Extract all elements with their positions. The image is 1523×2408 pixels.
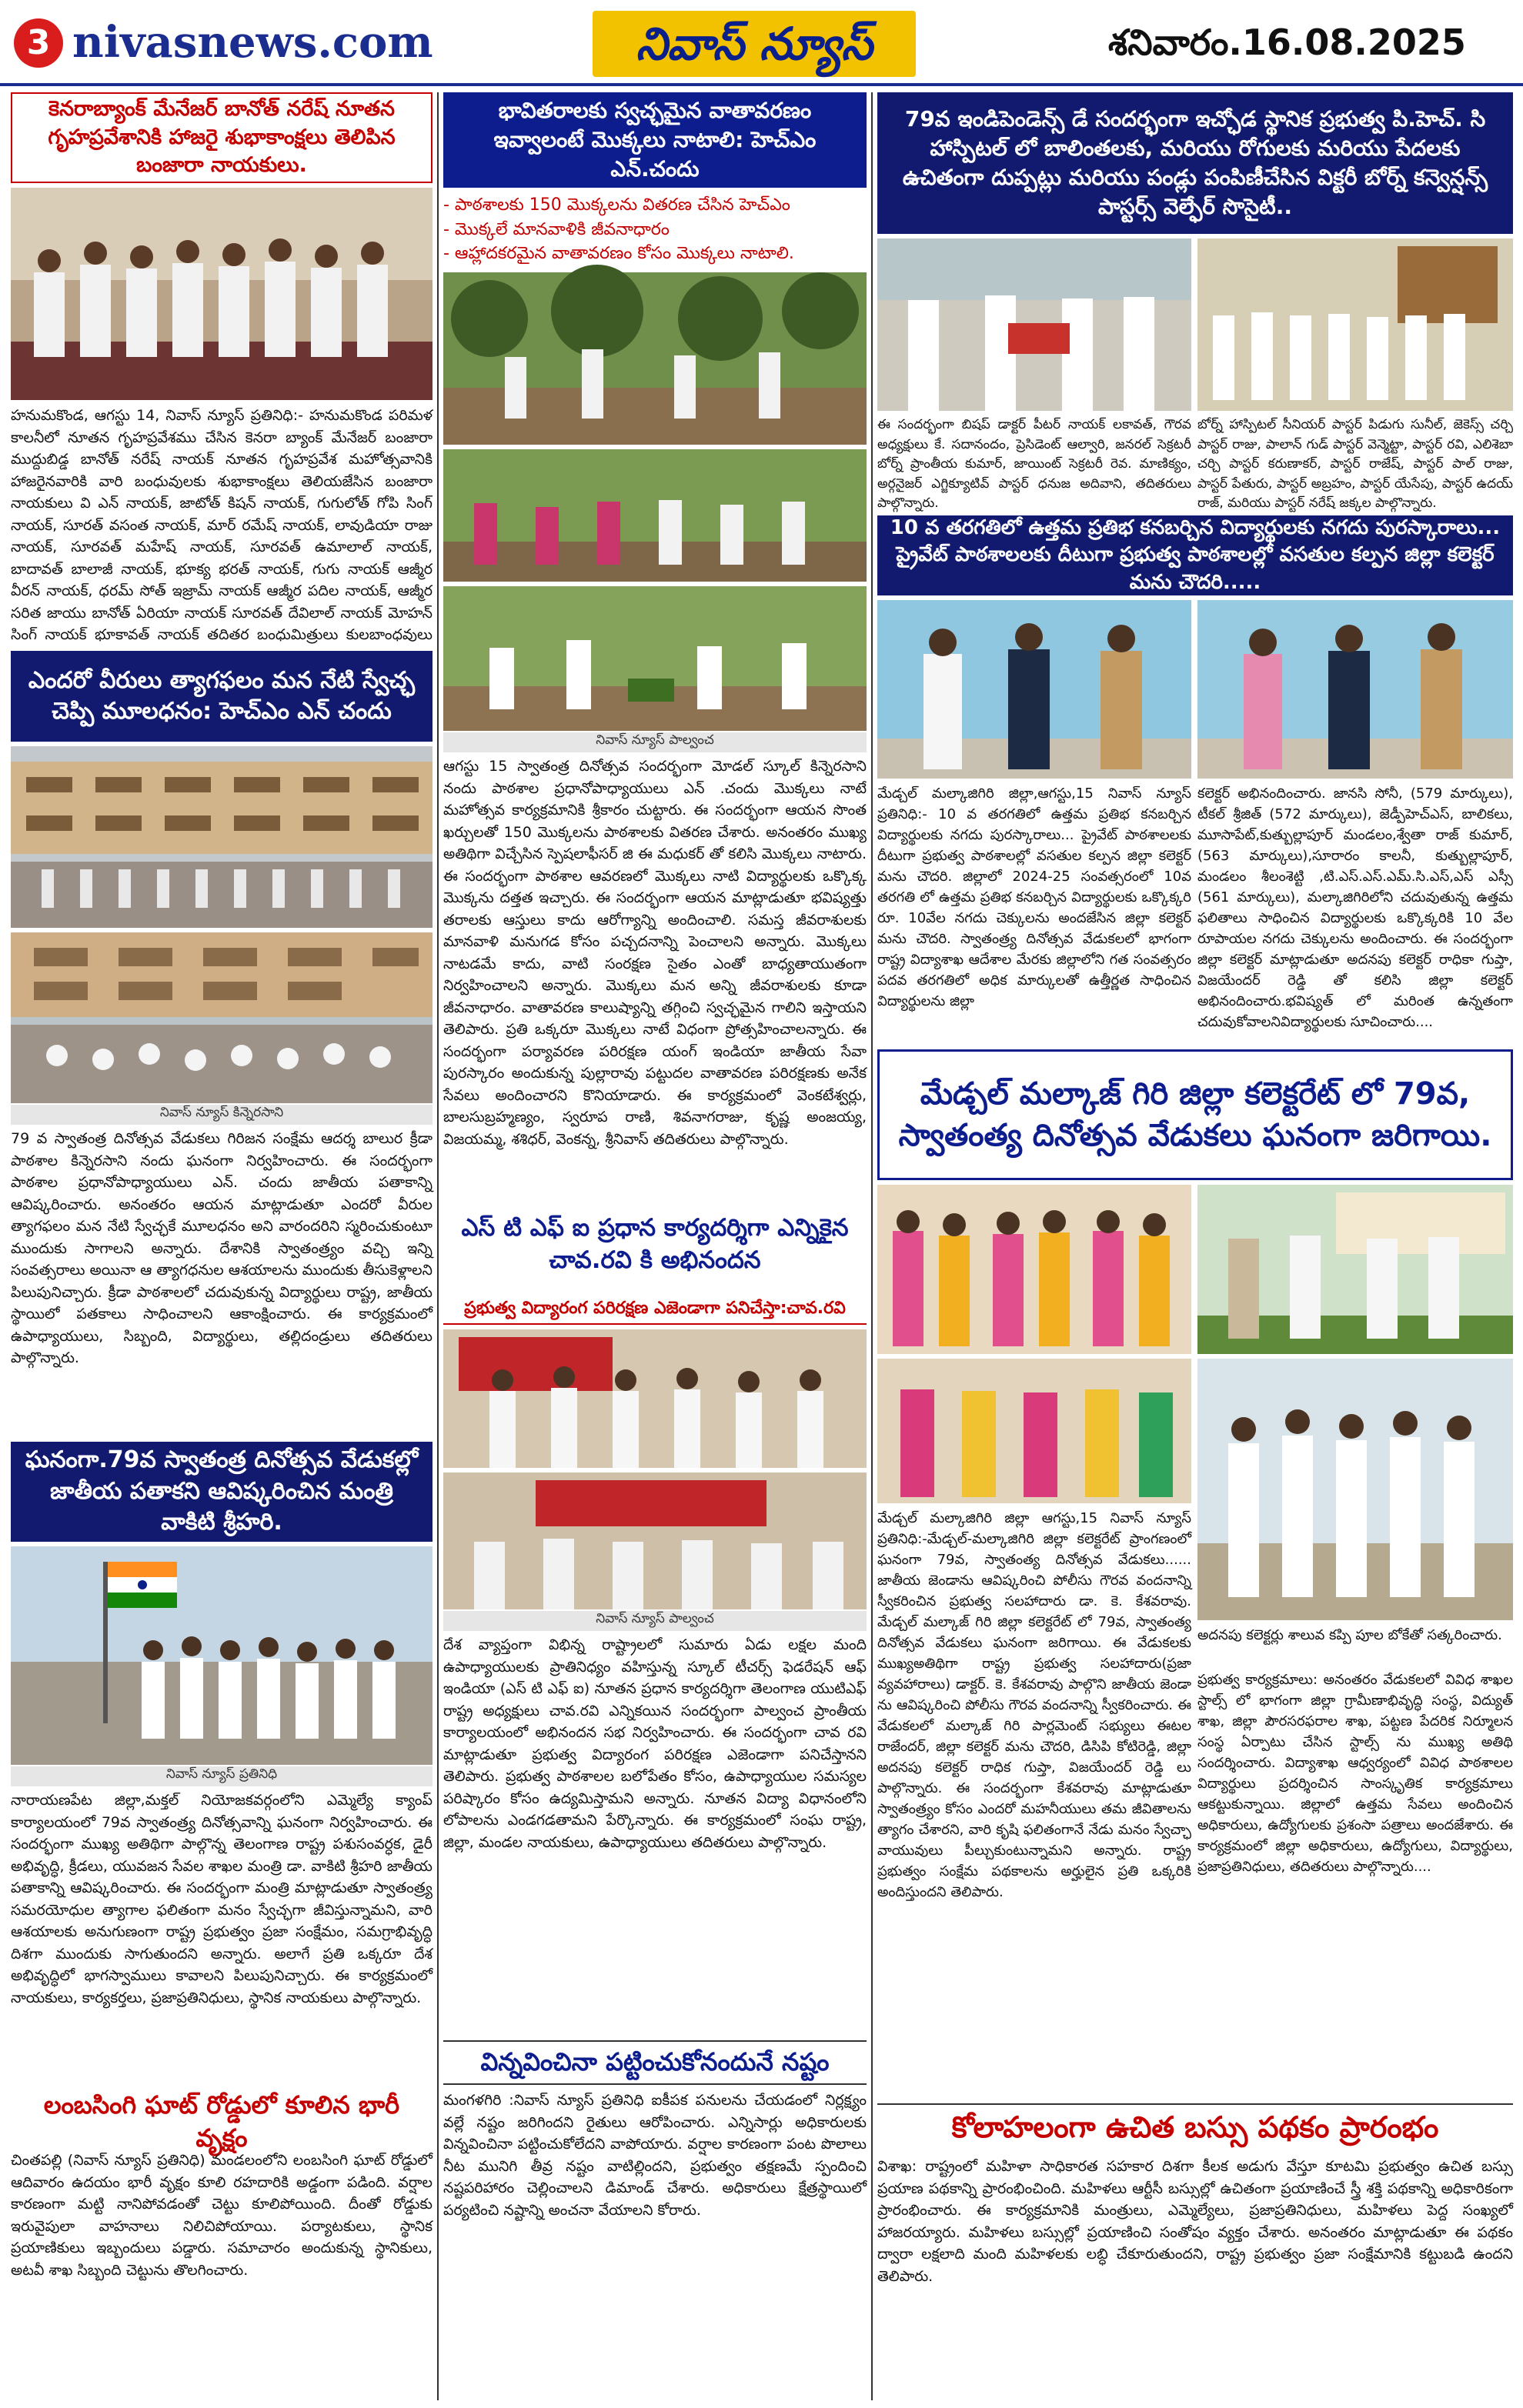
article-body: చింతపల్లి (నివాస్ న్యూస్ ప్రతినిధి) మండలంలోని లంబసింగి ఘాట్ రోడ్డులో ఆదివారం ఉదయం భారీ వృక్షం కూలి రహదారికి అడ్డంగా పడింది. వర్షాల కారణంగా మట్టి నానిపోవడంతో చెట్టు కూలిపోయింది. దీంతో రోడ్డుకు ఇరువైపులా వాహనాలు నిలిచిపోయాయి. పర్యాటకులు, స్థానిక ప్రయాణికులు ఇబ్బందులు పడ్డారు. సమాచారం అందుకున్న స్థానికులు, అటవీ శాఖ సిబ్బంది చెట్టును తొలగించారు. — [11, 2152, 433, 2279]
photo-collectorate-2 — [1197, 1185, 1513, 1354]
bullet-item: - ఆహ్లాదకరమైన వాతావరణం కోసం మొక్కలు నాటాలి. — [443, 244, 794, 264]
headline-banjara — [11, 92, 433, 183]
photo-plantation-1 — [443, 272, 867, 445]
headline-text: మేడ్చల్ మల్కాజ్ గిరి జిల్లా కలెక్టరేట్ లో 79వ, స్వాతంత్య దినోత్సవ వేడుకలు ఘనంగా జరిగాయి. — [898, 1076, 1492, 1153]
headline-text: ఎస్ టి ఎఫ్ ఐ ప్రధాన కార్యదర్శిగా ఎన్నికైన చావ.రవి కి అభినందన — [461, 1214, 849, 1274]
page-number: 3 — [14, 18, 63, 68]
article-body: 79 వ స్వాతంత్ర దినోత్సవ వేడుకలు గిరిజన సంక్షేమ ఆదర్శ బాలుర క్రీడా పాఠశాల కిన్నెరసాని నందు ఘనంగా నిర్వహించారు. ఈ సందర్భంగా పాఠశాల ప్రధానోపాధ్యాయులు ఎన్. చందు జాతీయ పతాకాన్ని ఆవిష్కరించారు. అనంతరం ఆయన మాట్లాడుతూ ఎందరో వీరుల త్యాగఫలం మన నేటి స్వేచ్ఛకే మూలధనం అని వారందరిని స్మరించుకుంటూ ముందుకు సాగాలని అన్నారు. దేశానికి స్వాతంత్ర్యం వచ్చి ఇన్ని సంవత్సరాలు అయినా ఆ త్యాగధనుల ఆశయాలను ముందుకు తీసుకెళ్లాలని పిలుపునిచ్చారు. క్రీడా పాఠశాలలో చదువుకున్న విద్యార్థులు రాష్ట్ర, జాతీయ స్థాయిలో పతకాలు సాధించాలని ఆకాంక్షించారు. ఈ కార్యక్రమంలో ఉపాధ్యాయులు, సిబ్బంది, విద్యార్థులు, తల్లిదండ్రులు తదితరులు పాల్గొన్నారు. — [11, 1130, 433, 1366]
photo-phc-1 — [877, 238, 1191, 411]
headline-student-awards — [877, 515, 1513, 595]
photo-caption: నివాస్ న్యూస్ పాల్వంచ — [443, 1611, 867, 1631]
article-body: మంగళగిరి :నివాస్ న్యూస్ ప్రతినిధి ఐకీపక పనులను చేయడంలో నిర్లక్ష్యం వల్లే నష్టం జరిగిందని రైతులు ఆరోపించారు. ఎన్నిసార్లు అధికారులకు విన్నవించినా పట్టించుకోలేదని వాపోయారు. వర్షాల కారణంగా పంట పొలాలు నీట మునిగి తీవ్ర నష్టం వాటిల్లిందని, ప్రభుత్వం తక్షణమే స్పందించి నష్టపరిహారం చెల్లించాలని డిమాండ్ చేశారు. అధికారులు క్షేత్రస్థాయిలో పర్యటించి నష్టాన్ని అంచనా వేయాలని కోరారు. — [443, 2092, 867, 2219]
article-body: బోర్న్ హాస్పిటల్ సీనియర్ పాస్టర్ పిడుగు సునీల్, జెకెస్స్ చర్చి పాస్టర్ రాజు, పాలాన్ గుడ్ పాస్టర్ వెన్మెట్టా, పాస్టర్ రవి, ఎలిశెబా చర్చి పాస్టర్ కరుణాకర్, పాస్టర్ రాజేష్, పాస్టర్ పాల్ రాజు, పాస్టర్ పేతురు, పాస్టర్ అబ్రహం, పాస్టర్ యేసేపు, పాస్టర్ ఉదయ్ రాజ్, మరియు పాస్టర్ నరేష్ జక్కల పాల్గొన్నారు. — [1197, 417, 1513, 511]
headline-text: 79వ ఇండిపెండెన్స్ డే సందర్భంగా ఇచ్ఛోడ స్థానిక ప్రభుత్వ పి.హెచ్. సి హాస్పిటల్ లో బాలింతలకు, మరియు రోగులకు మరియు పేదలకు ఉచితంగా దుప్పట్లు మరియు పండ్లు పంపిణీచేసిన విక్టరీ బోర్న్ కన్వెన్షన్స్ పాస్టర్స్ వెల్ఫేర్ సొసైటీ.. — [902, 106, 1488, 219]
issue-date: శనివారం.16.08.2025 — [1108, 22, 1466, 63]
column-divider — [871, 92, 873, 2400]
article-body: నారాయణపేట జిల్లా,మక్తల్ నియోజకవర్గంలోని ఎమ్మెల్యే క్యాంప్ కార్యాలయంలో 79వ స్వాతంత్ర్య దినోత్సవాన్ని ఘనంగా నిర్వహించారు. ఈ సందర్భంగా ముఖ్య అతిథిగా పాల్గొన్న తెలంగాణ రాష్ట్ర పశుసంవర్ధక, డైరీ అభివృద్ధి, క్రీడలు, యువజన సేవల శాఖల మంత్రి డా. వాకిటి శ్రీహరి జాతీయ పతాకాన్ని ఆవిష్కరించారు. ఈ సందర్భంగా మంత్రి మాట్లాడుతూ స్వాతంత్ర్య సమరయోధుల త్యాగాల ఫలితంగా మనం స్వేచ్ఛగా జీవిస్తున్నామని, వారి ఆశయాలకు అనుగుణంగా రాష్ట్ర ప్రభుత్వం ప్రజా సంక్షేమం, సమగ్రాభివృద్ధి దిశగా ముందుకు సాగుతుందని అన్నారు. అలాగే ప్రతి ఒక్కరూ దేశ అభివృద్ధిలో భాగస్వాములు కావాలని పిలుపునిచ్చారు. ఈ కార్యక్రమంలో నాయకులు, కార్యకర్తలు, ప్రజాప్రతినిధులు, స్థానిక నాయకులు పాల్గొన్నారు. — [11, 1792, 433, 2006]
headline-text: కెనరాబ్యాంక్ మేనేజర్ బానోత్ నరేష్ నూతన గృహప్రవేశానికి హాజరై శుభాకాంక్షలు తెలిపిన బంజారా నాయకులు. — [48, 97, 396, 178]
photo-school-assembly-1 — [11, 746, 433, 928]
headline-crop-loss — [443, 2040, 867, 2085]
headline-phc-donation — [877, 92, 1513, 234]
article-body: మేడ్చల్ మల్కాజిగిరి జిల్లా ఆగస్టు,15 నివాస్ న్యూస్ ప్రతినిధి:-మేడ్చల్-మల్కాజిగిరి జిల్లా కలెక్టరేట్ ప్రాంగణంలో ఘనంగా 79వ, స్వాతంత్య దినోత్సవ వేడుకలు...... జాతీయ జెండాను ఆవిష్కరించి పోలీసు గౌరవ వందనాన్ని స్వీకరించిన ప్రభుత్వ సలహాదారు డా. కె. కేశవరావు. మేడ్చల్ మల్కాజ్ గిరి జిల్లా కలెక్టరేట్ లో 79వ, స్వాతంత్య దినోత్సవ వేడుకలు ఘనంగా జరిగాయి. ఈ వేడుకలకు ముఖ్యఅతిథిగా రాష్ట్ర ప్రభుత్వ సలహాదారు(ప్రజా వ్యవహారాలు) డాక్టర్. కె. కేశవరావు పాల్గొని జాతీయ జెండా ను ఆవిష్కరించి పోలీసు గౌరవ వందనాన్ని స్వీకరించారు. ఈ వేడుకలలో మల్కాజ్ గిరి పార్లమెంట్ సభ్యులు ఈటల రాజేందర్, జిల్లా కలెక్టర్ మను చౌదరి, డిసిపి కోటిరెడ్డి, జిల్లా అదనపు కలెక్టర్ రాధిక గుప్తా, విజయేందర్ రెడ్డి లు పాల్గొన్నారు. ఈ సందర్భంగా కేశవరావు మాట్లాడుతూ స్వాతంత్ర్యం కోసం ఎందరో మహనీయులు తమ జీవితాలను త్యాగం చేశారని, వారి కృషి ఫలితంగానే నేడు మనం స్వేచ్ఛా వాయువులు పీల్చుకుంటున్నామని అన్నారు. రాష్ట్ర ప్రభుత్వం సంక్షేమ పథకాలను అర్హులైన ప్రతి ఒక్కరికి అందిస్తుందని తెలిపారు. — [877, 1510, 1191, 1900]
bullet-item: - పాఠశాలకు 150 మొక్కలను వితరణ చేసిన హెచ్ఎం — [443, 195, 790, 215]
bullet-list — [443, 192, 867, 269]
headline-text: లంబసింగి ఘాట్ రోడ్డులో కూలిన భారీ వృక్షం — [43, 2089, 400, 2153]
photo-collectorate-1 — [877, 1185, 1191, 1354]
photo-caption: నివాస్ న్యూస్ కిన్నెరసాని — [11, 1105, 433, 1125]
photo-felicitation-2 — [443, 1472, 867, 1609]
photo-housewarming — [11, 188, 433, 400]
article-body: హనుమకొండ, ఆగస్టు 14, నివాస్ న్యూస్ ప్రతినిధి:- హనుమకొండ పరిమళ కాలనీలో నూతన గృహప్రవేశము చేసిన కెనరా బ్యాంక్ మేనేజర్ బంజారా ముద్దుబిడ్డ బానోత్ నరేష్ నాయక్ నూతన గృహప్రవేశ మహోత్సవానికి హాజరైనవారికి వారి బంధువులకు శుభాకాంక్షలు తెలియజేసిన బంజారా నాయకులు వి ఎన్ నాయక్, జాటోత్ కిషన్ నాయక్, గుగులోత్ గోపి సింగ్ నాయక్, సూరత్ వసంత నాయక్, మార్ రమేష్ నాయక్, లావుడియా రాజు నాయక్, సూరవత్ మహేష్ నాయక్, సూరవత్ ఉమాలాల్ నాయక్, బాదావత్ బాలాజీ నాయక్, భూక్య భరత్ నాయక్, గుగు నాయక్ ఆజ్మీర వీరన్ నాయక్, ధరమ్ సోత్ ఇజ్రామ్ నాయక్ ఆజ్మీర పదిల నాయక్, ఆజ్మీర సరిత జాయు బానోత్ ఏరియా నాయక్ సూరవత్ దేవిలాల్ నాయక్ మోహన్ సింగ్ నాయక్ భూకావత్ నాయక్ తదితర బంధుమిత్రులు కులబాంధవులు — [11, 407, 433, 643]
paper-logo: నివాస్ న్యూస్ — [593, 11, 916, 77]
photo-plantation-3 — [443, 586, 867, 731]
subheadline-stfi — [443, 1294, 867, 1325]
headline-freedom-sacrifice — [11, 651, 433, 742]
headline-text: విన్నవించినా పట్టించుకోనందునే నష్టం — [480, 2047, 830, 2077]
photo-award-2 — [1197, 600, 1513, 779]
headline-text: కోలాహలంగా ఉచిత బస్సు పథకం ప్రారంభం — [951, 2110, 1439, 2145]
masthead — [0, 0, 1523, 86]
photo-plantation-2 — [443, 449, 867, 582]
photo-caption: నివాస్ న్యూస్ పాల్వంచ — [443, 732, 867, 752]
headline-stfi — [443, 1197, 867, 1292]
headline-text: భావితరాలకు స్వచ్ఛమైన వాతావరణం ఇవ్వాలంటే మొక్కలు నాటాలి: హెచ్ఎం ఎన్.చందు — [493, 98, 817, 182]
photo-caption: నివాస్ న్యూస్ ప్రతినిధి — [11, 1766, 433, 1786]
photo-flag-hoisting — [11, 1546, 433, 1765]
article-body: విశాఖ: రాష్ట్రంలో మహిళా సాధికారత సహకార దిశగా కీలక అడుగు వేస్తూ కూటమి ప్రభుత్వం ఉచిత బస్సు ప్రయాణ పథకాన్ని ప్రారంభించింది. మహిళలు ఆర్టీసీ బస్సుల్లో ఉచితంగా ప్రయాణించే స్త్రీ శక్తి పథకాన్ని అధికారికంగా ప్రారంభించారు. ఈ కార్యక్రమానికి మంత్రులు, ఎమ్మెల్యేలు, ప్రజాప్రతినిధులు, మహిళలు పెద్ద సంఖ్యలో హాజరయ్యారు. మహిళలు బస్సుల్లో ప్రయాణించి సంతోషం వ్యక్తం చేశారు. అనంతరం మాట్లాడుతూ ఈ పథకం ద్వారా లక్షలాది మంది మహిళలకు లబ్ధి చేకూరుతుందని, రాష్ట్ర ప్రభుత్వం ప్రజా సంక్షేమానికి కట్టుబడి ఉందని తెలిపారు. — [877, 2158, 1513, 2285]
article-body: మేడ్చల్ మల్కాజిగిరి జిల్లా,ఆగస్టు,15 నివాస్ న్యూస్ ప్రతినిధి:- 10 వ తరగతిలో ఉత్తమ ప్రతిభ కనబర్చిన విద్యార్థులకు నగదు పురస్కారాలు... ప్రైవేట్ పాఠశాలలకు దీటుగా ప్రభుత్వ పాఠశాలల్లో వసతుల కల్పన జిల్లా కలెక్టర్ మను చౌదరి. జిల్లాలో 2024-25 సంవత్సరంలో 10వ తరగతి లో ఉత్తమ ప్రతిభ కనబర్చిన విద్యార్థులకు ఒక్కొక్కరి రూ. 10వేల నగదు చెక్కులను అందజేసిన జిల్లా కలెక్టర్ మను చౌదరి. స్వాతంత్ర్య దినోత్సవ వేడుకలలో భాగంగా రాష్ట్ర విద్యాశాఖ ఆదేశాల మేరకు జిల్లాలోని గత సంవత్సరం పదవ తరగతిలో అధిక మార్కులతో ఉత్తీర్ణత సాధించిన విద్యార్థులను జిల్లా — [877, 785, 1191, 1009]
photo-collectorate-4 — [1197, 1359, 1513, 1620]
site-name[interactable]: nivasnews.com — [72, 17, 433, 68]
article-body: కలెక్టర్ అభినందించారు. జానసి సోనీ, (579 మార్కులు), టీకల్ శ్రీజిత్ (572 మార్కులు), జెడ్పీహెచ్ఎస్, బాలికలు, మూసాపేట్,కుత్బుల్లాపూర్ మండలం,శ్వేతా రాజ్ కుమార్, (563 మార్కులు),సూరారం కాలనీ, కుత్బుల్లాపూర్, మండలం శీలంశెట్టి ,టి.ఎస్.ఎస్.ఎమ్.సి.ఎస్,ఎస్ ఎస్సీ (561 మార్కులు), మల్కాజిగిరిలోని చదువుతున్న ఉత్తమ ఫలితాలు సాధించిన విద్యార్థులకు ఒక్కొక్కరికి 10 వేల రూపాయల నగదు చెక్కులను అందించారు. ఈ సందర్భంగా జిల్లా కలెక్టర్ మాట్లాడుతూ అదనపు కలెక్టర్ రాధికా గుప్తా, విజయేందర్ రెడ్డి తో కలిసి జిల్లా కలెక్టర్ అభినందించారు.భవిష్యత్ లో మరింత ఉన్నతంగా చదువుకోవాలనివిద్యార్థులకు సూచించారు.... — [1197, 785, 1513, 1030]
article-body: ఆగస్టు 15 స్వాతంత్ర దినోత్సవ సందర్భంగా మోడల్ స్కూల్ కిన్నెరసాని నందు పాఠశాల ప్రధానోపాధ్యాయులు ఎన్ .చందు మొక్కలు నాటే మహోత్సవ కార్యక్రమానికి శ్రీకారం చుట్టారు. ఈ సందర్భంగా ఆయన సొంత ఖర్చులతో 150 మొక్కలను పాఠశాలకు వితరణ చేశారు. అనంతరం ముఖ్య అతిథిగా విచ్చేసిన స్పెషలాఫీసర్ జి ఈ మధుకర్ తో కలిసి మొక్కలు నాటారు. ఈ సందర్భంగా పాఠశాల ఆవరణలో మొక్కలు నాటి విద్యార్థులకు ఒక్కొక్క మొక్కను దత్తత ఇచ్చారు. ఈ సందర్భంగా ఆయన మాట్లాడుతూ భవిష్యత్తు తరాలకు ఆస్తులు కాదు ఆరోగ్యాన్ని అందించాలి. సమస్త జీవరాశులకు మానవాళి మనుగడ కోసం పచ్చదనాన్ని పెంచాలని అన్నారు. మొక్కలు నాటడమే కాదు, వాటి సంరక్షణ సైతం ఎంతో బాధ్యతాయుతంగా నిర్వహించాలని అన్నారు. మొక్కలు మన అన్ని జీవరాశులకు కూడా జీవనాధారం. వాతావరణ కాలుష్యాన్ని తగ్గించి స్వచ్ఛమైన గాలిని ఇస్తాయని తెలిపారు. ప్రతి ఒక్కరూ మొక్కలు నాటే విధంగా ప్రోత్సహించాలన్నారు. ఈ సందర్భంగా పర్యావరణ పరిరక్షణ యంగ్ ఇండియా జాతీయ సేవా పురస్కారం అందుకున్న పుల్లారావు పట్టుదల వాతావరణ పరిరక్షణకు అనేక సేవలు అందించారని కొనియాడారు. ఈ కార్యక్రమంలో వెంకటేశ్వర్లు, బాలసుబ్రహ్మణ్యం, స్వరూప రాణి, శివనాగరాజు, కృష్ణ అంజయ్య, విజయమ్మ, శశిధర్, వెంకన్న, శ్రీనివాస్ తదితరులు పాల్గొన్నారు. — [443, 758, 867, 1148]
headline-text: ఘనంగా.79వ స్వాతంత్ర దినోత్సవ వేడుకల్లో జాతీయ పతాకని ఆవిష్కరించిన మంత్రి వాకిటి శ్రీహరి. — [25, 1446, 419, 1536]
headline-collectorate-celebration — [877, 1049, 1513, 1180]
column-divider — [437, 92, 439, 2400]
subheadline-text: ప్రభుత్వ విద్యారంగ పరిరక్షణ ఎజెండాగా పనిచేస్తా:చావ.రవి — [464, 1299, 846, 1319]
headline-text: ఎందరో వీరులు త్యాగఫలం మన నేటి స్వేచ్ఛ చెప్పి మూలధనం: హెచ్ఎం ఎన్ చందు — [28, 666, 416, 725]
article-body: దేశ వ్యాప్తంగా విభిన్న రాష్ట్రాలలో సుమారు ఏడు లక్షల మంది ఉపాధ్యాయులకు ప్రాతినిధ్యం వహిస్తున్న స్కూల్ టీచర్స్ ఫెడరేషన్ ఆఫ్ ఇండియా (ఎస్ టి ఎఫ్ ఐ) నూతన ప్రధాన కార్యదర్శిగా తెలంగాణ యుటిఎఫ్ రాష్ట్ర అధ్యక్షులు చావ.రవి ఎన్నికయిన సందర్భంగా పాల్వంచ ప్రాంతీయ కార్యాలయంలో అభినందన సభ నిర్వహించారు. ఈ సందర్భంగా చావ రవి మాట్లాడుతూ ప్రభుత్వ విద్యారంగ పరిరక్షణ ఎజెండాగా పనిచేస్తానని తెలిపారు. ప్రభుత్వ పాఠశాలల బలోపేతం కోసం, ఉపాధ్యాయుల సమస్యల పరిష్కారం కోసం ఉద్యమిస్తామని అన్నారు. నూతన విద్యా విధానంలోని లోపాలను ఎండగడతామని పేర్కొన్నారు. ఈ కార్యక్రమంలో సంఘ రాష్ట్ర, జిల్లా, మండల నాయకులు, ఉపాధ్యాయులు తదితరులు పాల్గొన్నారు. — [443, 1636, 867, 1851]
headline-plant-trees — [443, 92, 867, 188]
article-body-intro: అదనపు కలెక్టర్లు శాలువ కప్పి పూల బోకేతో సత్కరించారు. — [1197, 1627, 1502, 1643]
photo-felicitation-1 — [443, 1329, 867, 1468]
headline-tree-fall — [11, 2089, 433, 2153]
photo-award-1 — [877, 600, 1191, 779]
article-body: ప్రభుత్వ కార్యక్రమాలు: అనంతరం వేడుకలలో వివిధ శాఖల స్టాల్స్ లో భాగంగా జిల్లా గ్రామీణాభివృద్ధి సంస్థ, విద్యుత్ శాఖ, జిల్లా పౌరసరఫరాల శాఖ, పట్టణ పేదరిక నిర్మూలన సంస్థ ఏర్పాటు చేసిన స్టాల్స్ ను ముఖ్య అతిథి సందర్శించారు. విద్యాశాఖ ఆధ్వర్యంలో వివిధ పాఠశాలల విద్యార్థులు ప్రదర్శించిన సాంస్కృతిక కార్యక్రమాలు ఆకట్టుకున్నాయి. జిల్లాలో ఉత్తమ సేవలు అందించిన అధికారులు, ఉద్యోగులకు ప్రశంసా పత్రాలు అందజేశారు. ఈ కార్యక్రమంలో జిల్లా అధికారులు, ఉద్యోగులు, విద్యార్థులు, ప్రజాప్రతినిధులు, తదితరులు పాల్గొన్నారు.... — [1197, 1672, 1513, 1875]
bullet-item: - మొక్కలే మానవాళికి జీవనాధారం — [443, 219, 670, 239]
photo-school-assembly-2 — [11, 932, 433, 1103]
photo-phc-2 — [1197, 238, 1513, 411]
headline-flag-hoisting — [11, 1442, 433, 1542]
headline-free-bus — [877, 2103, 1513, 2151]
article-body: ఈ సందర్భంగా బిషప్ డాక్టర్ పీటర్ నాయక్ లకావత్, గౌరవ అధ్యక్షులు కే. సదానందం, ప్రెసిడెంట్ ఆల్వారి, జనరల్ సెక్రటరీ బోర్న్ ప్రాంతీయ కుమార్, జాయింట్ సెక్రటరీ రెవ. మాణిక్యం, అర్గనైజర్ ఎగ్జిక్యూటివ్ పాస్టర్ ధనుజ అదివాని, తదితరులు పాల్గొన్నారు. — [877, 417, 1191, 511]
headline-text: 10 వ తరగతిలో ఉత్తమ ప్రతిభ కనబర్చిన విద్యార్థులకు నగదు పురస్కారాలు... ప్రైవేట్ పాఠశాలలకు దీటుగా ప్రభుత్వ పాఠశాలల్లో వసతుల కల్పన జిల్లా కలెక్టర్ మను చౌదరి..... — [890, 516, 1501, 594]
photo-collectorate-3 — [877, 1359, 1191, 1503]
